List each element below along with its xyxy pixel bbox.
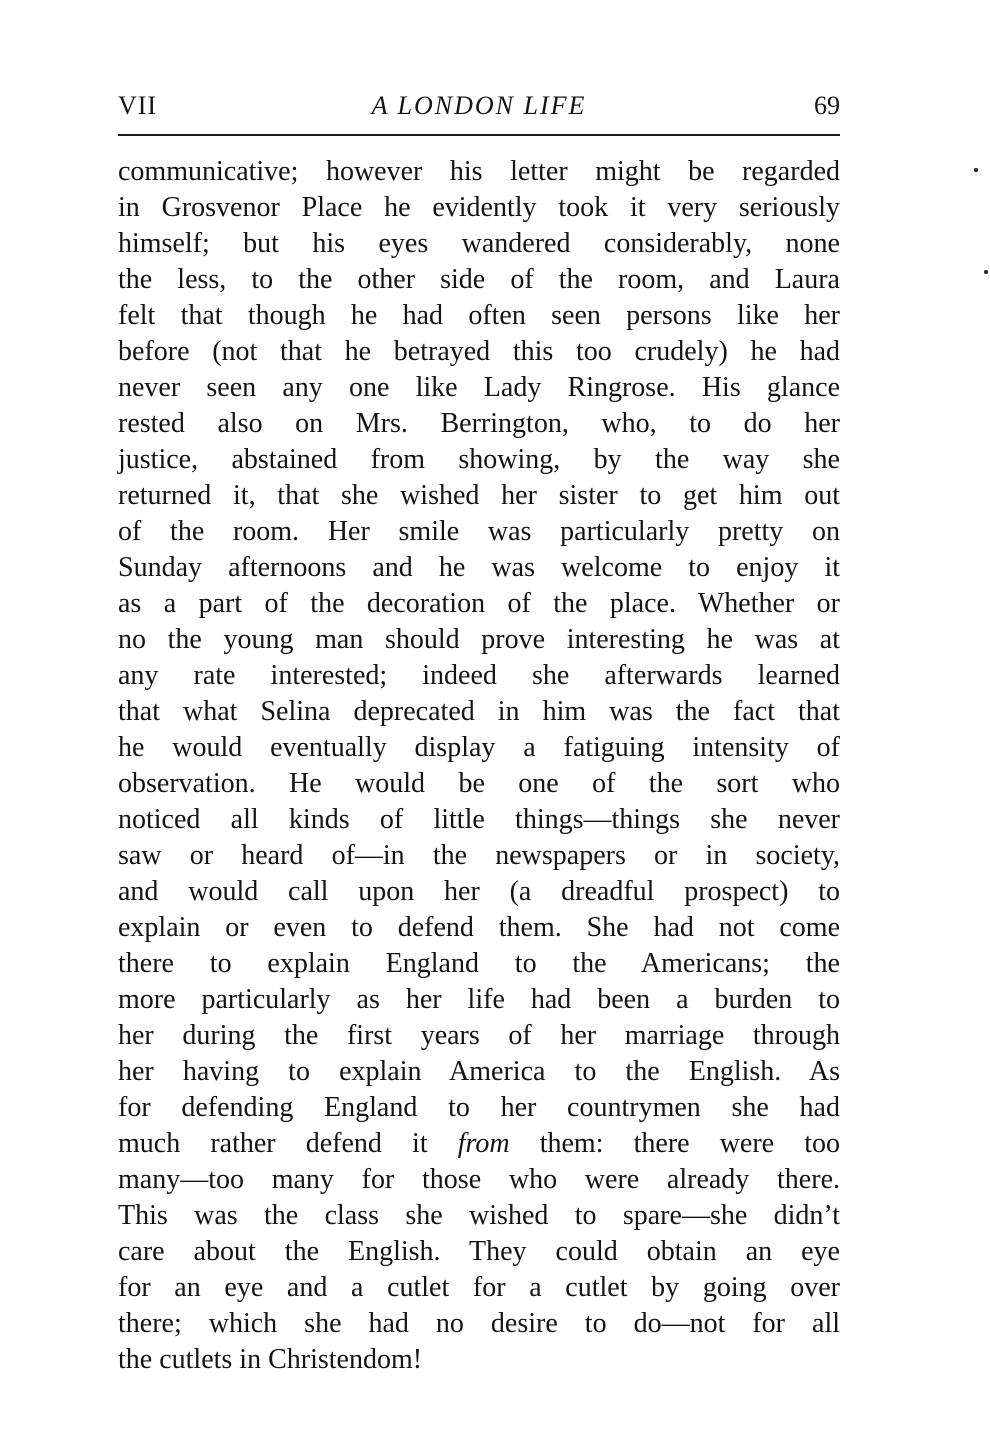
text-line: This was the class she wished to spare—she didn’t bbox=[118, 1200, 840, 1231]
text-line: as a part of the decoration of the place. Whether or bbox=[118, 588, 840, 619]
text-line: for an eye and a cutlet for a cutlet by going over bbox=[118, 1272, 840, 1303]
text-line: returned it, that she wished her sister to get him out bbox=[118, 480, 840, 511]
text-line: care about the English. They could obtain an eye bbox=[118, 1236, 840, 1267]
text-line: the cutlets in Christendom! bbox=[118, 1344, 423, 1375]
text-line: and would call upon her (a dreadful prospect) to bbox=[118, 876, 840, 907]
text-line: Sunday afternoons and he was welcome to enjoy it bbox=[118, 552, 840, 583]
text-line: the less, to the other side of the room, and Laura bbox=[118, 264, 840, 295]
text-line: of the room. Her smile was particularly pretty on bbox=[118, 516, 840, 547]
text-segment: them: there were too bbox=[509, 1128, 840, 1159]
text-line: observation. He would be one of the sort who bbox=[118, 768, 840, 799]
text-line: in Grosvenor Place he evidently took it very seriously bbox=[118, 192, 840, 223]
scan-speck bbox=[984, 270, 988, 274]
text-line: that what Selina deprecated in him was the fact that bbox=[118, 696, 840, 727]
text-line: justice, abstained from showing, by the way she bbox=[118, 444, 840, 475]
text-line: never seen any one like Lady Ringrose. His glance bbox=[118, 372, 840, 403]
text-line: before (not that he betrayed this too crudely) he had bbox=[118, 336, 840, 367]
text-line: rested also on Mrs. Berrington, who, to do her bbox=[118, 408, 840, 439]
body-text bbox=[118, 154, 840, 1378]
text-line: for defending England to her countrymen she had bbox=[118, 1092, 840, 1123]
chapter-number: VII bbox=[118, 91, 158, 120]
running-head bbox=[118, 86, 840, 126]
text-line: her during the first years of her marriage through bbox=[118, 1020, 840, 1051]
running-title: A LONDON LIFE bbox=[371, 91, 587, 120]
text-line: felt that though he had often seen persons like her bbox=[118, 300, 840, 331]
emphasized-word: from bbox=[457, 1128, 510, 1159]
text-line: more particularly as her life had been a burden to bbox=[118, 984, 840, 1015]
text-line: there; which she had no desire to do—not for all bbox=[118, 1308, 840, 1339]
text-line: many—too many for those who were already there. bbox=[118, 1164, 840, 1195]
text-line: himself; but his eyes wandered considerably, none bbox=[118, 228, 840, 259]
text-line: communicative; however his letter might be regarded bbox=[118, 156, 840, 187]
text-line: there to explain England to the Americans; the bbox=[118, 948, 840, 979]
text-line: explain or even to defend them. She had not come bbox=[118, 912, 840, 943]
scan-speck bbox=[974, 168, 978, 172]
header-rule bbox=[118, 134, 840, 136]
text-line: he would eventually display a fatiguing intensity of bbox=[118, 732, 840, 763]
text-line: saw or heard of—in the newspapers or in society, bbox=[118, 840, 840, 871]
page-number: 69 bbox=[814, 91, 840, 120]
text-line: any rate interested; indeed she afterwards learned bbox=[118, 660, 840, 691]
text-line: her having to explain America to the English. As bbox=[118, 1056, 840, 1087]
text-segment: much rather defend it bbox=[118, 1128, 458, 1159]
text-line-with-emphasis bbox=[118, 1126, 840, 1162]
text-line: noticed all kinds of little things—things she never bbox=[118, 804, 840, 835]
text-line: no the young man should prove interesting he was at bbox=[118, 624, 840, 655]
